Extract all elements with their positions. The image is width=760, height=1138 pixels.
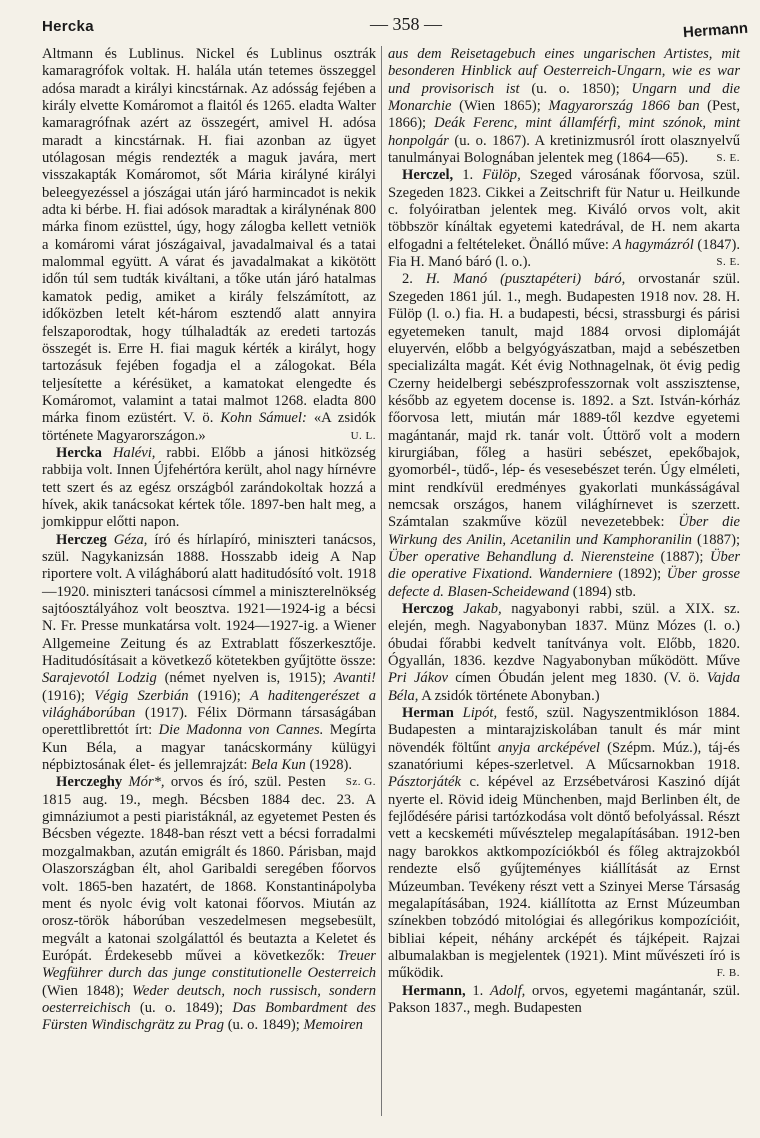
- entry-herczel-mano: 2. H. Manó (pusztapéteri) báró, orvostanár szül. Szegeden 1861 júl. 1., megh. Budapesten 1918 nov. 28. H. Fülöp (l. o.) fia. H. a budapesti, bécsi, strassburgi és párisi egyetemeken tanult, majd 1884 orvosi diplomáját eluyervén, előbb a belgyógyászatban, majd a sebészetben specializálta magát. Két évig Nothnagelnak, öt évig pedig Czerny heidelbergi sebészprofesszornak volt asszisztense, később az egyetem docense is. 1892. a Szt. István-kórház főorvosa lett, miután már 1889-től kezdve egyetemi magántanár, majd rk. tanár volt. Úttörő volt a modern kirurgiában, főleg a hasüri sebészet, epekőbajok, gyomorbél-, tüdő-, lép- és vesesebészet terén. Úgy elméleti, mint rendkívül eredményes gyakorlati munkásságával nemcsak országos, hanem világhírnevet is szerzett. Számtalan szakműve közül nevezetebbek: Über die Wirkung des Anilin, Acetanilin und Kamphoranilin (1887); Über operative Behandlung d. Nierensteine (1887); Über die operative Fixationd. Wanderniere (1892); Über grosse defecte d. Blasen-Scheidewand (1894) stb.: [388, 271, 741, 600]
- page-number: — 358 —: [370, 14, 442, 34]
- entry-headword: Herczel,: [402, 167, 454, 184]
- entry-given-name: Halévi,: [112, 444, 156, 461]
- column-divider: [381, 46, 382, 1116]
- header-left-keyword: Hercka: [42, 18, 94, 35]
- header-right-keyword: Hermann: [682, 19, 749, 42]
- page-header: [42, 14, 749, 42]
- entry-headword: Hermann,: [402, 982, 466, 999]
- author-signature: Sz. G.: [345, 776, 376, 789]
- entry-headword: Hercka: [56, 444, 102, 461]
- author-signature: S. E.: [716, 256, 740, 269]
- entry-herczeg-geza: Herczeg Géza, író és hírlapíró, miniszteri tanácsos, szül. Nagykanizsán 1888. Hosszabb ideig A Nap riportere volt. A világháború alatt haditudósító volt. 1918—1920. miniszteri tanácsosi címmel a miniszterelnökség sajtóosztályához volt beosztva. 1921—1924-ig a bécsi N. Fr. Presse munkatársa volt. 1924—1927-ig. a Wiener Allgemeine Zeitung és az Extrablatt főszerkesztője. Haditudósításait a következő kötetekben gyűjtötte össze: Sarajevotól Lodzig (német nyelven is, 1915); Avanti! (1916); Végig Szerbián (1916); A haditengerészet a világháborúban (1917). Félix Dörmann társaságában operettlibrettót írt: Die Madonna von Cannes. Megírta Kun Béla, a magyar tanácskormány külügyi népbiztosának élet- és jellemrajzát: Bela Kun (1928). Sz. G.: [42, 532, 376, 775]
- entry-hermann-adolf: Hermann, 1. Adolf, orvos, egyetemi magántanár, szül. Pakson 1837., megh. Budapesten: [388, 982, 741, 1016]
- entry-herman-lipot: Herman Lipót, festő, szül. Nagyszentmiklóson 1884. Budapesten a mintarajziskolában tanult és már mint növendék föltűnt anyja arcképével (Szépm. Múz.), táj-és szanatóriumi képes-szerletvel. A Műcsarnokban 1918. Pásztorjáték c. képével az Erzsébetvárosi Kaszinó díját nyerte el. Rövid ideig Münchenben, majd Berlinben élt, de fejlődésére párisi tartózkodása volt döntő befolyással. Részt vett a kecskeméti művésztelep megalapításában. 1912-ben nagy barokkos aktkompozíciókból és főleg aktrajzokból rendezte első gyűjteményes kiállítását az Ernst Múzeumban. Tevékeny részt vett a Szinyei Merse Társaság megalapításában, 1924. kiállította az Ernst Múzeumban színekben tobzódó mitológiai és allegórikus kompozícióit, bibliai képeit, néhány arcképét és tájképeit. Rajzai albumalakban is megjelentek (1921). Mint művészeti író is működik. F. B.: [388, 705, 740, 982]
- entry-headword: Herczeg: [56, 531, 107, 548]
- entry-continuation: Altmann és Lublinus. Nickel és Lublinus osztrák kamaragrófok voltak. H. halála után tetemes összeggel adósa maradt a királyi kincstárnak. Az adósság fejében a király elvette Komáromot a flaitól és 1265. eladta Walter kamaragrófnak azért az összegért, amivel H. adósa maradt a kincstárnak. H. fiai azonban az ügyet utólagosan mégis rendezték a maguk javára, mert visszakapták Komáromot, sőt Mária királyné királyi beleegyezéssel a jószágai után járó harmincadot is nekik adta ki bérbe. H. fiai adósok maradtak a királynénak 800 márka finom ezüsttel, úgy, hogy zálogba kellett vetniök a komáromi várat jószágaival, javadalmaival és a tatai malommal együtt. A várat és javadalmakat a kikötött időn túl sem tudták kiváltani, a tőke után járó hatalmas kamatok pedig, amiket a király felszámított, az időközben letelt két-három esztendő alatt annyira felszaporodtak, hogy túlhaladták az eredeti tartozás összegét is. Erre H. fiai maguk kérték a királyt, hogy tartozásuk fejében fogadja el a zálogokat. Béla teljesítette a kérésüket, a kamatokat elengedte és Komáromot, valamint a tatai malmot 1268. eladta 800 márka finom ezüstért. V. ö. Kohn Sámuel: «A zsidók története Magyarországon.» U. L.: [42, 46, 376, 444]
- entry-herczeghy-mor: Herczeghy Mór*, orvos és író, szül. Pesten 1815 aug. 19., megh. Bécsben 1884 dec. 23. A gimnáziumot a pesti piaristáknál, az egyetemet Pesten és Bécsben végezte. 1848-ban részt vett a bécsi forradalmi mozgalmakban, azután emigrált és 1860. Párisban, majd Olaszországban élt, ahol Garibaldi seregében főorvos volt. 1865-ben hazatért, de 1868. Konstantinápolyba ment és nyolc évig volt katonai főorvos. Miután az orosz-török háborúban veszedelmesen megsebesült, megvált a katonai szolgálattól és beutazta a Keletet és Európát. Érdekesebb művei a következők: Treuer Wegführer durch das junge constitutionelle Oesterreich (Wien 1848); Weder deutsch, noch russisch, sondern oesterreichisch (u. o. 1849); Das Bombardment des Fürsten Windischgrätz zu Prag (u. o. 1849); Memoiren: [42, 774, 376, 1034]
- entry-given-name: H. Manó (pusztapéteri) báró,: [425, 271, 626, 288]
- entry-herczel-fulop: Herczel, 1. Fülöp, Szeged városának főorvosa, szül. Szegeden 1823. Cikkei a Zeitschrift für Natur u. Heilkunde c. folyóiratban jelentek meg. Kiváló orvos volt, akit többször kínáltak egyetemi katedrával, de H. nem akarta elfogadni a feltételeket. Önálló műve: A hagymázról (1847). Fia H. Manó báró (l. o.). S. E.: [388, 167, 740, 271]
- entry-given-name: Géza,: [113, 531, 148, 548]
- left-column: [42, 46, 376, 1035]
- right-column: [388, 46, 740, 1017]
- entry-hercka: Hercka Halévi, rabbi. Előbb a jánosi hitközség rabbija volt. Innen Újfehértóra került, ahol nagy hírnévre tett szert és az egész országból zarándokoltak hozzá a hívek, akik tanácsokat kértek tőle. 1897-ben halt meg, a jomkippur előtti napon.: [42, 444, 376, 531]
- entry-given-name: Mór*,: [128, 774, 165, 791]
- author-signature: F. B.: [716, 967, 740, 980]
- author-signature: U. L.: [350, 429, 376, 442]
- entry-herczeghy-continuation: aus dem Reisetagebuch eines ungarischen Artistes, mit besonderen Hinblick auf Oesterreich-Ungarn, wie es war und provisorisch ist (u. o. 1850); Ungarn und die Monarchie (Wien 1865); Magyarország 1866 ban (Pest, 1866); Deák Ferenc, mint államférfi, mint szónok, mint honpolgár (u. o. 1867). A kretinizmusról írott olasznyelvű tanulmányai Bolognában jelentek meg (1864—65). S. E.: [388, 46, 741, 167]
- entry-herczog-jakab: Herczog Jakab, nagyabonyi rabbi, szül. a XIX. sz. elején, megh. Nagyabonyban 1837. Münz Mózes (l. o.) óbudai főrabbi kedvelt tanítványa volt. Előbb, 1820. Ógyallán, 1836. kezdve Nagyabonyban működött. Műve Pri Jákov címen Óbudán jelent meg 1830. (V. ö. Vajda Béla, A zsidók története Abonyban.): [388, 601, 741, 704]
- entry-given-name: Lipót,: [462, 705, 498, 722]
- entry-headword: Herman: [402, 705, 454, 722]
- entry-given-name: Jakab,: [463, 601, 502, 617]
- author-signature: S. E.: [716, 152, 740, 165]
- entry-given-name: Adolf,: [490, 982, 526, 999]
- entry-headword: Herczeghy: [56, 774, 123, 791]
- entry-given-name: Fülöp,: [482, 167, 521, 184]
- entry-headword: Herczog: [402, 601, 454, 617]
